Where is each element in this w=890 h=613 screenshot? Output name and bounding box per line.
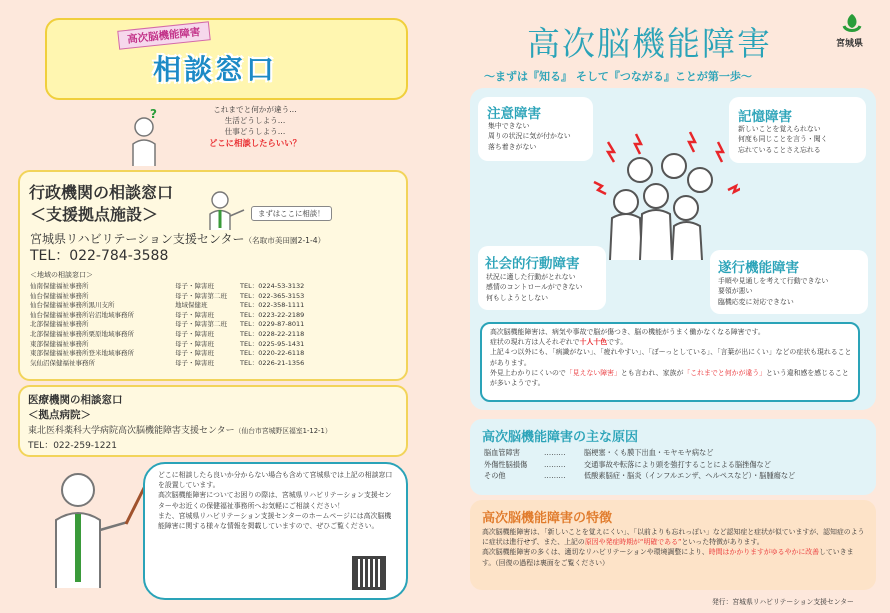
region-cell: TEL：0226-21-1356 [240, 358, 305, 367]
region-row [30, 292, 360, 302]
pointing-person-icon [206, 190, 248, 230]
social-desc [486, 272, 582, 303]
explain-line: 上記４つ以外にも、「病識がない」、「疲れやすい」、「ぼーっとしている」、「言葉が出にくい」などの症状も現れることがあります。 [490, 348, 852, 367]
region-table [30, 282, 360, 368]
region-cell: TEL：022-365-3153 [240, 291, 305, 300]
region-cell: 母子・障害第二班 [175, 291, 227, 300]
region-row [30, 340, 360, 350]
highlight-ten-colors: 十人十色 [579, 338, 608, 347]
explain-line: 高次脳機能障害は、病気や事故で脳が傷つき、脳の機能がうまく働かなくなる障害です。 [490, 328, 765, 336]
admin-subtitle: ＜支援拠点施設＞ [30, 205, 159, 224]
explain-line [490, 368, 852, 388]
memory-line: 忘れていることさえ忘れる [738, 145, 821, 154]
memory-desc [738, 124, 828, 155]
attention-line: 周りの状況に気が付かない [488, 132, 571, 141]
message-paragraph: どこに相談したら良いか分からない場合も含めて宮城県では上記の相談窓口を設置しています。 [158, 471, 393, 490]
confused-group-icon [590, 130, 740, 260]
region-cell: 仙台保健福祉事務所岩沼地域事務所 [30, 310, 134, 319]
region-cell: 母子・障害班 [175, 339, 214, 348]
region-cell: 北部保健福祉事務所 [30, 320, 89, 329]
explain-span: 外見上わかりにくいので [490, 368, 566, 377]
region-cell: 母子・障害班 [175, 329, 214, 338]
message-paragraph: 高次脳機能障害についてお困りの際は、宮城県リハビリテーション支援センターやお近くの保健福祉事務所へお気軽にご相談ください！ [158, 491, 392, 510]
attention-desc [488, 121, 571, 152]
region-row [30, 349, 360, 359]
cause-cell: その他 [484, 471, 506, 480]
medical-center-name: 東北医科薬科大学病院高次脳機能障害支援センター [28, 426, 235, 436]
region-row [30, 301, 360, 311]
svg-text:?: ? [150, 108, 157, 121]
memory-line: 新しいことを覚えられない [738, 125, 821, 133]
banner-subtitle-tag: 高次脳機能障害 [117, 21, 210, 49]
miyagi-logo-icon [840, 12, 864, 36]
admin-center-address: （名取市美田園2-1-4） [244, 236, 326, 245]
admin-center-name: 宮城県リハビリテーション支援センター [30, 232, 245, 246]
region-row [30, 320, 360, 330]
explain-span: です。 [607, 338, 628, 347]
attention-title: 注意障害 [487, 106, 541, 122]
logo-text: 宮城県 [836, 39, 864, 49]
cause-row [484, 447, 864, 459]
medical-title: 医療機関の相談窓口 [28, 394, 123, 406]
region-cell: 北部保健福祉事務所栗原地域事務所 [30, 329, 134, 338]
cause-row [484, 459, 864, 471]
region-cell: 母子・障害班 [175, 349, 214, 358]
attention-line: 落ち着きがない [488, 142, 537, 151]
executive-desc [718, 276, 828, 307]
executive-line: 手順や見通しを考えて行動できない [718, 277, 829, 285]
cause-cell: 脳血管障害 [484, 448, 520, 457]
medical-subtitle: ＜拠点病院＞ [28, 409, 91, 421]
region-row [30, 330, 360, 340]
region-cell: 東部保健福祉事務所 [30, 339, 89, 348]
region-cell: 気仙沼保健福祉事務所 [30, 358, 95, 367]
region-cell: 仙南保健福祉事務所 [30, 282, 89, 290]
attention-line: 集中できない [488, 122, 530, 130]
features-span: 高次脳機能障害は、「新しいことを覚えにくい」、「以前よりも忘れっぽい」など認知症と症状が似ていますが、認知症のように症状は進行せず、また、上記の [482, 528, 865, 547]
social-line: 何もしようとしない [486, 293, 549, 302]
highlight-different: 「これまでと何かが違う」 [683, 368, 767, 377]
executive-title: 遂行機能障害 [718, 260, 799, 276]
footer-publisher: 発行：宮城県リハビリテーション支援センター [712, 598, 854, 606]
cause-cell: 低酸素脳症・脳炎（インフルエンザ、ヘルペスなど）・脳腫瘍など [584, 471, 796, 480]
cause-cell: 交通事故や転落により頭を強打することによる脳挫傷など [584, 459, 771, 469]
region-row [30, 359, 360, 369]
teacher-person-icon [48, 470, 148, 588]
region-cell: TEL：0220-22-6118 [240, 349, 305, 358]
thought-line: 生活どうしよう… [224, 116, 286, 126]
features-span: していきます。（回復の過程は裏面をご覧ください） [482, 548, 854, 567]
cause-row [484, 470, 864, 482]
explain-span: 症状の現れ方は人それぞれで [490, 338, 580, 347]
region-cell: 仙台保健福祉事務所黒川支所 [30, 301, 115, 310]
explain-span: という違和感を感じることが多いようです。 [490, 368, 849, 388]
region-title: ＜地域の相談窓口＞ [30, 271, 93, 279]
admin-tel: TEL：022-784-3588 [30, 248, 169, 264]
region-row [30, 282, 360, 292]
features-span: 高次脳機能障害の多くは、適切なリハビリテーションや環境調整により、 [482, 548, 709, 557]
features-paragraph [482, 547, 866, 567]
cause-cell: ……… [544, 459, 566, 469]
region-cell: 東部保健福祉事務所登米地域事務所 [30, 349, 134, 358]
memory-title: 記憶障害 [738, 109, 792, 125]
features-text [482, 527, 866, 568]
executive-line: 臨機応変に対応できない [718, 297, 794, 306]
callout-bubble: まずはここに相談！ [251, 206, 332, 221]
main-title: 高次脳機能障害 [527, 24, 772, 63]
tagline: ～まずは『知る』 そして『つながる』ことが第一歩～ [484, 70, 752, 83]
explain-line [490, 337, 852, 347]
region-cell: 母子・障害班 [175, 358, 214, 367]
executive-line: 要領が悪い [718, 287, 753, 296]
explain-text [490, 327, 852, 388]
region-cell: TEL：022-358-1111 [240, 301, 305, 310]
cause-cell: 脳梗塞・くも膜下出血・モヤモヤ病など [584, 448, 714, 457]
thought-lines [180, 104, 330, 149]
region-cell: TEL：0228-22-2118 [240, 329, 305, 338]
social-title: 社会的行動障害 [485, 256, 580, 272]
message-paragraph: また、宮城県リハビリテーション支援センターのホームページには高次脳機能障害に関する様々な情報を掲載していますので、ぜひご覧ください。 [158, 511, 392, 531]
features-title: 高次脳機能障害の特徴 [482, 511, 613, 526]
qr-code-icon[interactable] [352, 556, 386, 590]
region-cell: 地域保健班 [175, 301, 208, 310]
features-span: といった特徴があります。 [681, 538, 764, 547]
region-cell: TEL：0223-22-2189 [240, 310, 305, 319]
cause-cell: ……… [544, 471, 566, 480]
highlight-invisible: 「見えない障害」 [565, 368, 621, 377]
cause-cell: 外傷性脳損傷 [484, 459, 528, 469]
thought-line: 仕事どうしよう… [224, 127, 286, 137]
highlight-clear-onset: 原因や発症時期が“明確である” [584, 538, 682, 547]
medical-tel: TEL：022-259-1221 [28, 441, 117, 451]
explain-span: とも言われ、家族が [620, 368, 684, 377]
message-text [158, 470, 398, 531]
thought-line: これまでと何かが違う… [213, 105, 297, 114]
memory-line: 何度も同じことを言う・聞く [738, 135, 828, 144]
features-paragraph [482, 527, 866, 547]
region-cell: TEL：0224-53-3132 [240, 282, 305, 290]
region-cell: TEL：0229-87-8011 [240, 320, 305, 329]
causes-title: 高次脳機能障害の主な原因 [482, 430, 639, 445]
social-line: 状況に適した行動がとれない [486, 273, 576, 281]
worried-person-icon [128, 108, 168, 166]
region-row [30, 311, 360, 321]
medical-center-address: （仙台市宮城野区福室1-12-1） [234, 427, 332, 435]
causes-table [484, 447, 864, 482]
admin-title: 行政機関の相談窓口 [29, 183, 174, 202]
region-cell: TEL：0225-95-1431 [240, 339, 305, 348]
region-cell: 母子・障害第二班 [175, 320, 227, 329]
region-cell: 仙台保健福祉事務所 [30, 291, 89, 300]
medical-center [28, 423, 332, 436]
cause-cell: ……… [544, 448, 566, 457]
thought-question: どこに相談したらいい？ [208, 137, 302, 148]
highlight-gradual-improve: 時間はかかりますがゆるやかに改善 [708, 548, 820, 557]
banner-title: 相談窓口 [153, 53, 278, 86]
region-cell: 母子・障害班 [175, 310, 214, 319]
region-cell: 母子・障害班 [175, 282, 214, 290]
social-line: 感情のコントロールができない [486, 283, 583, 292]
